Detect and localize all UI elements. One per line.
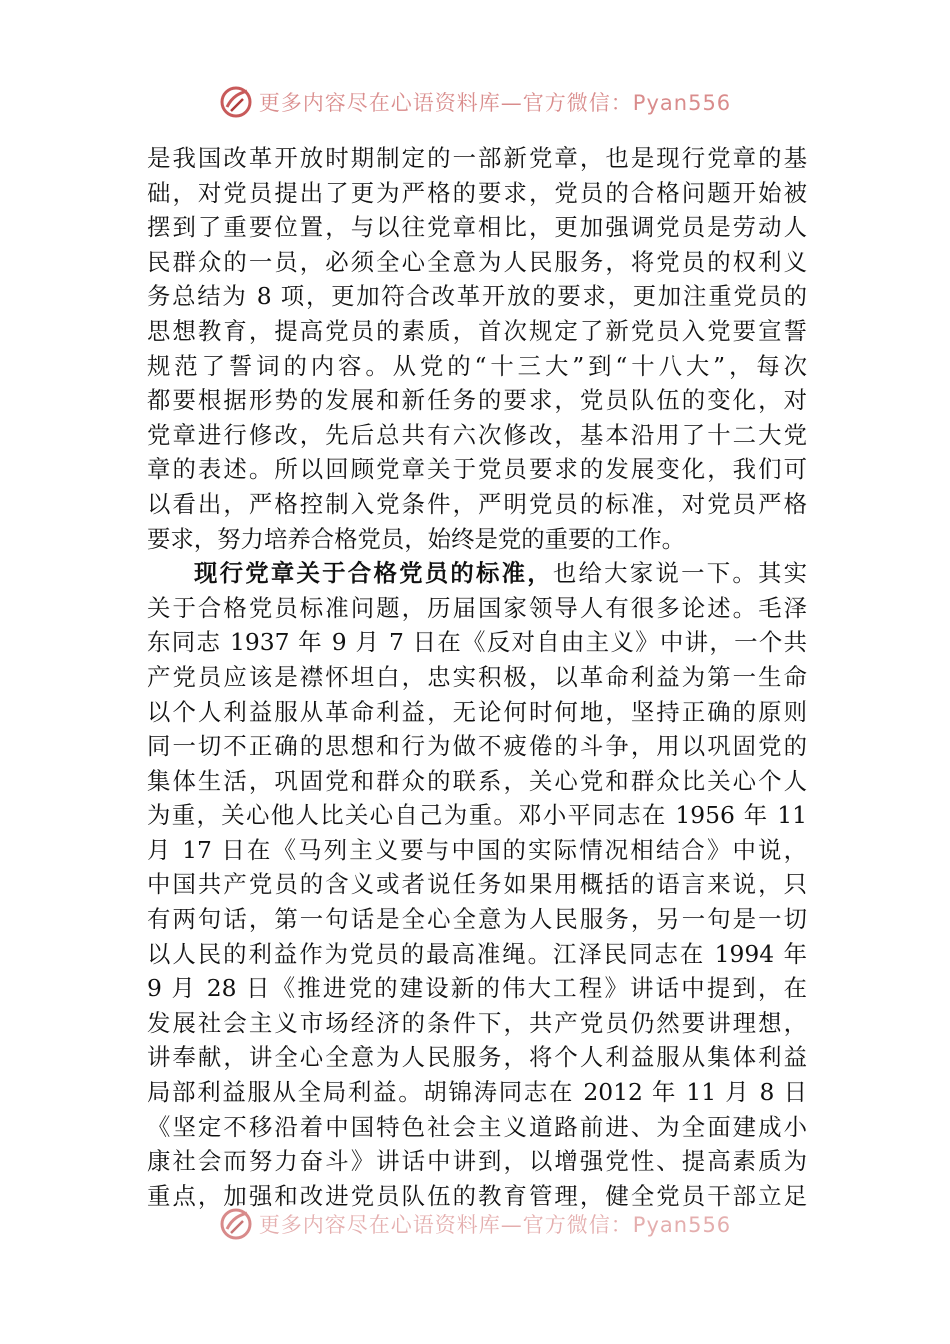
paragraph-line: 产党员应该是襟怀坦白，忠实积极，以革命利益为第一生命 [147,662,807,691]
paragraph-line: 章的表述。所以回顾党章关于党员要求的发展变化，我们可 [147,455,807,484]
paragraph-line: 务总结为 8 项，更加符合改革开放的要求，更加注重党员的 [147,282,807,311]
paragraph-1 [147,141,807,556]
paragraph-line: 础，对党员提出了更为严格的要求，党员的合格问题开始被 [147,178,807,207]
paragraph-line: 关于合格党员标准问题，历届国家领导人有很多论述。毛泽 [147,593,807,622]
paragraph-line: 党章进行修改，先后总共有六次修改，基本沿用了十二大党 [147,420,807,449]
paragraph-line: 都要根据形势的发展和新任务的要求，党员队伍的变化，对 [147,386,807,415]
paragraph-line: 重点，加强和改进党员队伍的教育管理，健全党员干部立足 [147,1181,807,1210]
paragraph-line: 以人民的利益作为党员的最高准绳。江泽民同志在 1994 年 [147,939,807,968]
paragraph-line: 发展社会主义市场经济的条件下，共产党员仍然要讲理想， [147,1008,807,1037]
header-watermark [0,84,950,120]
paragraph-line: 月 17 日在《马列主义要与中国的实际情况相结合》中说， [147,835,807,864]
pen-swirl-logo-icon [219,85,253,119]
bold-lead-text: 现行党章关于合格党员的标准， [194,559,553,588]
paragraph-line: 讲奉献，讲全心全意为人民服务，将个人利益服从集体利益 [147,1043,807,1072]
paragraph-line: 9 月 28 日《推进党的建设新的伟大工程》讲话中提到，在 [147,974,807,1003]
paragraph-line: 康社会而努力奋斗》讲话中讲到，以增强党性、提高素质为 [147,1147,807,1176]
watermark-text: 更多内容尽在心语资料库—官方微信：Pyan556 [258,1213,732,1237]
footer-watermark [0,1206,950,1242]
paragraph-line: 东同志 1937 年 9 月 7 日在《反对自由主义》中讲，一个共 [147,628,807,657]
paragraph-line: 中国共产党员的含义或者说任务如果用概括的语言来说，只 [147,870,807,899]
paragraph-line: 有两句话，第一句话是全心全意为人民服务，另一句是一切 [147,905,807,934]
paragraph-2 [147,556,807,1213]
paragraph-line: 民群众的一员，必须全心全意为人民服务，将党员的权利义 [147,247,807,276]
pen-swirl-logo-icon [219,1207,253,1241]
paragraph-line [147,556,807,591]
paragraph-line: 摆到了重要位置，与以往党章相比，更加强调党员是劳动人 [147,213,807,242]
paragraph-line: 局部利益服从全局利益。胡锦涛同志在 2012 年 11 月 8 日 [147,1078,807,1107]
document-body [147,141,807,1213]
paragraph-line: 以看出，严格控制入党条件，严明党员的标准，对党员严格 [147,489,807,518]
paragraph-line: 同一切不正确的思想和行为做不疲倦的斗争，用以巩固党的 [147,732,807,761]
paragraph-line: 是我国改革开放时期制定的一部新党章，也是现行党章的基 [147,144,807,172]
watermark-text: 更多内容尽在心语资料库—官方微信：Pyan556 [258,91,732,115]
paragraph-line: 思想教育，提高党员的素质，首次规定了新党员入党要宣誓 [147,316,807,345]
paragraph-line: 要求，努力培养合格党员，始终是党的重要的工作。 [147,524,685,553]
lead-rest-text: 也给大家说一下。其实 [552,559,808,588]
paragraph-line: 《坚定不移沿着中国特色社会主义道路前进、为全面建成小 [147,1112,807,1141]
paragraph-line: 规范了誓词的内容。从党的“十三大”到“十八大”，每次 [147,351,807,380]
paragraph-line: 以个人利益服从革命利益，无论何时何地，坚持正确的原则 [147,697,807,726]
paragraph-line: 集体生活，巩固党和群众的联系，关心党和群众比关心个人 [147,766,807,795]
paragraph-line: 为重，关心他人比关心自己为重。邓小平同志在 1956 年 11 [147,801,807,830]
